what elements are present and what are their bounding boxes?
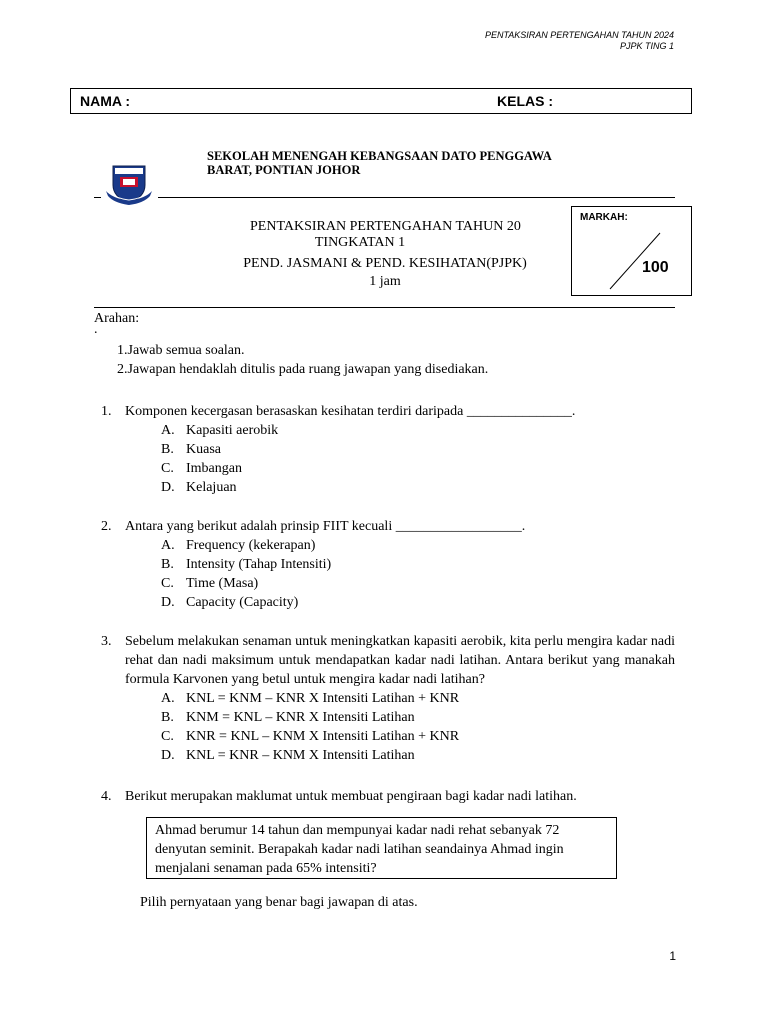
options-list (161, 421, 675, 497)
header-line-1: PENTAKSIRAN PERTENGAHAN TAHUN 2024 (484, 30, 674, 40)
options-list (161, 689, 675, 765)
instructions-heading: Arahan: (94, 311, 140, 326)
name-class-box (70, 88, 692, 114)
option-c: C. KNR = KNL – KNM X Intensiti Latihan + KNR (161, 729, 460, 744)
school-name: SEKOLAH MENENGAH KEBANGSAAN DATO PENGGAWA BARAT, PONTIAN JOHOR (207, 149, 552, 177)
marks-label: MARKAH: (580, 212, 628, 223)
divider-bottom (94, 307, 675, 308)
divider-top (158, 197, 675, 198)
question-2 (101, 517, 675, 612)
instructions-dot: . (94, 322, 98, 337)
option-a: A. Frequency (kekerapan) (161, 538, 316, 553)
question-text: Komponen kecergasan berasaskan kesihatan terdiri daripada _______________. (125, 404, 576, 419)
exam-subject: PEND. JASMANI & PEND. KESIHATAN(PJPK) (243, 256, 527, 271)
page-number: 1 (669, 949, 676, 963)
option-d: D. Kelajuan (161, 480, 237, 495)
header-line-2: PJPK TING 1 (619, 41, 674, 51)
question-text: Berikut merupakan maklumat untuk membuat pengiraan bagi kadar nadi latihan. (125, 789, 577, 804)
option-b: B. Intensity (Tahap Intensiti) (161, 557, 332, 572)
question-number: 1. (101, 404, 112, 419)
question-3 (101, 632, 675, 765)
question-number: 4. (101, 789, 112, 804)
question-text: Sebelum melakukan senaman untuk meningkatkan kapasiti aerobik, kita perlu mengira kadar nadi rehat dan nadi maksimum untuk mendapatkan kadar nadi latihan. Antara berikut yang manakah formula Karvonen yang betul untuk mengira kadar nadi latihan? (125, 634, 675, 687)
running-header (485, 30, 674, 52)
option-c: C. Imbangan (161, 461, 242, 476)
question-number: 3. (101, 634, 112, 649)
options-list (161, 536, 675, 612)
question-4-followup: Pilih pernyataan yang benar bagi jawapan di atas. (140, 895, 418, 910)
exam-duration: 1 jam (369, 274, 401, 289)
question-text: Antara yang berikut adalah prinsip FIIT kecuali __________________. (125, 519, 526, 534)
instruction-item: 1.Jawab semua soalan. (117, 343, 245, 358)
question-1 (101, 402, 675, 497)
instructions-list (117, 341, 488, 379)
marks-box (571, 206, 692, 296)
instruction-item: 2.Jawapan hendaklah ditulis pada ruang jawapan yang disediakan. (117, 362, 489, 377)
question-number: 2. (101, 519, 112, 534)
marks-total: 100 (642, 259, 669, 276)
kelas-label: KELAS : (497, 93, 553, 109)
question-4 (101, 787, 675, 806)
divider-short (94, 197, 101, 198)
option-b: B. Kuasa (161, 442, 221, 457)
option-b: B. KNM = KNL – KNR X Intensiti Latihan (161, 710, 415, 725)
option-c: C. Time (Masa) (161, 576, 259, 591)
option-a: A. KNL = KNM – KNR X Intensiti Latihan + KNR (161, 691, 460, 706)
option-a: A. Kapasiti aerobik (161, 423, 279, 438)
school-crest-icon (104, 163, 154, 207)
option-d: D. KNL = KNR – KNM X Intensiti Latihan (161, 748, 415, 763)
nama-label: NAMA : (80, 93, 131, 109)
option-d: D. Capacity (Capacity) (161, 595, 299, 610)
info-box: Ahmad berumur 14 tahun dan mempunyai kadar nadi rehat sebanyak 72 denyutan seminit. Berapakah kadar nadi latihan seandainya Ahmad ingin menjalani senaman pada 65% intensiti? (146, 817, 617, 879)
exam-level: TINGKATAN 1 (314, 235, 406, 250)
exam-title: PENTAKSIRAN PERTENGAHAN TAHUN 20 (250, 219, 521, 234)
